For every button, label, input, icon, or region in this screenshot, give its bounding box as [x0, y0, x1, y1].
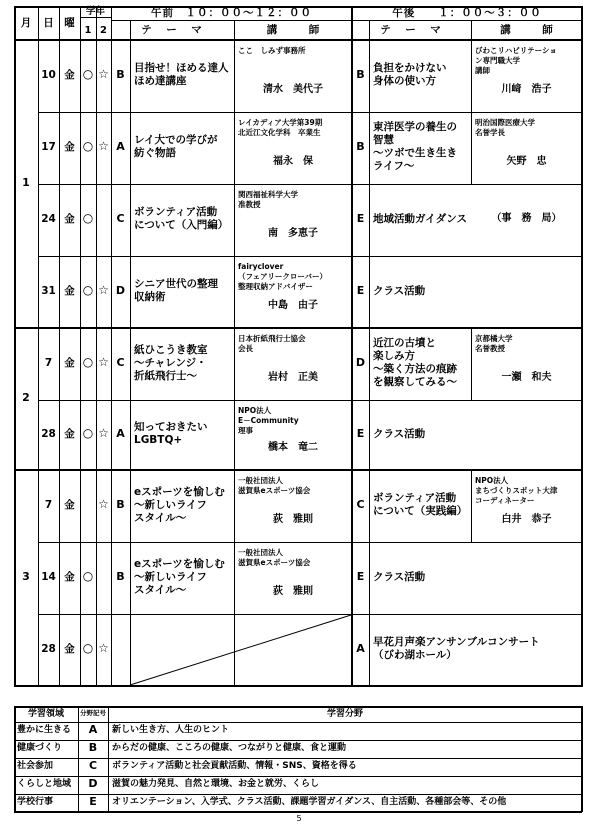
header-grade: 学年: [85, 6, 105, 17]
day-cell: 28: [41, 643, 56, 655]
am-theme-line: ボランティア活動: [134, 206, 218, 218]
month-label: 2: [22, 391, 30, 404]
header-weekday: 曜: [64, 17, 75, 29]
pm-instructor-name: 一瀬 和夫: [501, 372, 552, 383]
pm-theme-line: 早花月声楽アンサンブルコンサート: [373, 636, 540, 648]
am-theme-line: eスポーツを愉しむ: [134, 557, 225, 570]
am-field-code: A: [116, 140, 125, 153]
am-theme-line: シニア世代の整理: [134, 278, 218, 290]
am-instructor-name: 中島 由子: [268, 300, 318, 311]
legend-code: A: [88, 723, 98, 736]
grid-line: [14, 706, 582, 708]
weekday-cell: 金: [64, 643, 75, 655]
pm-field-code: E: [356, 427, 365, 440]
am-instructor-org: 理事: [238, 426, 253, 435]
am-theme-line: 紙ひこうき教室: [134, 343, 208, 356]
day-cell: 17: [41, 141, 56, 153]
am-field-code: B: [116, 68, 125, 81]
am-field-code: B: [116, 570, 125, 583]
grade1-mark: ○: [82, 283, 94, 297]
am-field-code: A: [116, 427, 125, 440]
header-grade-1: 1: [84, 25, 92, 36]
legend-header-code: 分野記号: [80, 709, 106, 717]
header-grade-2: 2: [100, 25, 107, 36]
am-instructor-org: 滋賀県eスポーツ協会: [238, 486, 311, 495]
grid-line: [14, 811, 582, 813]
pm-theme-line: 楽しみ方: [373, 350, 415, 362]
am-instructor-org: 滋賀県eスポーツ協会: [238, 558, 311, 567]
legend-code: C: [88, 759, 98, 772]
weekday-cell: 金: [64, 213, 75, 225]
month-label: 3: [22, 570, 30, 583]
weekday-cell: 金: [64, 499, 75, 511]
legend-domain: 社会参加: [17, 761, 54, 771]
grid-line: [14, 740, 582, 741]
pm-instructor-org: 名誉教授: [475, 344, 505, 353]
pm-theme-line: ～ツボで生き生き: [373, 147, 457, 159]
legend-code: D: [88, 777, 98, 790]
am-instructor-org: 日本折紙飛行士協会: [238, 334, 306, 343]
pm-field-code: E: [356, 570, 365, 583]
pm-field-code: A: [356, 642, 365, 655]
legend-header-field: 学習分野: [326, 709, 363, 719]
grade2-mark: ☆: [98, 641, 109, 655]
weekday-cell: 金: [64, 428, 75, 440]
pm-field-code: E: [356, 212, 365, 225]
day-cell: 10: [41, 69, 56, 81]
pm-instructor-name: 川﨑 浩子: [501, 84, 552, 95]
am-theme-line: ～新しいライフ: [134, 498, 207, 511]
am-instructor-org: （フェアリークローバー）: [238, 272, 327, 281]
legend-field: 滋賀の魅力発見、自然と環境、お金と就労、くらし: [112, 779, 320, 789]
legend-domain: 豊かに生きる: [17, 725, 72, 735]
pm-theme-line: を観察してみる～: [373, 376, 457, 388]
page-number: 5: [296, 814, 302, 823]
header-am-theme: テ ー マ: [141, 24, 204, 36]
pm-theme-line: （びわ湖ホール）: [373, 649, 457, 661]
grade1-mark: ○: [82, 569, 94, 583]
header-pm-theme: テ ー マ: [380, 24, 443, 36]
header-day: 日: [43, 17, 54, 29]
am-instructor-org: 准教授: [238, 200, 261, 209]
am-instructor-org: NPO法人: [238, 406, 272, 415]
am-theme-line: について（入門編）: [134, 219, 229, 231]
grade1-mark: ○: [82, 211, 94, 225]
pm-instructor-org: 明治国際医療大学: [475, 118, 535, 127]
pm-theme-line: 地域活動ガイダンス: [373, 212, 467, 225]
am-field-code: C: [116, 356, 125, 369]
legend-header-domain: 学習領域: [27, 709, 64, 719]
day-cell: 7: [44, 357, 53, 369]
pm-instructor-name: 矢野 忠: [506, 156, 547, 167]
am-instructor-name: 荻 雅則: [273, 514, 313, 525]
header-pm-instructor: 講 師: [500, 24, 553, 36]
am-theme-line: レイ大での学びが: [134, 134, 218, 146]
day-cell: 7: [44, 499, 53, 511]
am-field-code: D: [115, 284, 126, 297]
am-instructor-org: ここ しみず事務所: [238, 46, 306, 55]
legend-field: からだの健康、こころの健康、つながりと健康、食と運動: [112, 743, 347, 753]
am-theme-line: ～チャレンジ・: [134, 356, 207, 369]
am-theme-line: LGBTQ+: [134, 434, 183, 446]
legend-field: ボランティア活動と社会貢献活動、情報・SNS、資格を得る: [112, 761, 357, 771]
grade1-mark: ○: [82, 641, 94, 655]
pm-instructor-name: 白井 恭子: [501, 514, 552, 525]
am-theme-line: 目指せ！ほめる達人: [134, 62, 229, 74]
am-instructor-name: 南 多恵子: [268, 228, 318, 239]
am-instructor-org: fairyclover: [238, 262, 284, 271]
pm-instructor-org: コーディネーター: [475, 496, 535, 505]
legend-code: E: [89, 795, 97, 808]
am-instructor-org: 関西福祉科学大学: [238, 190, 298, 199]
pm-field-code: E: [356, 284, 365, 297]
grade2-mark: ☆: [98, 355, 109, 369]
weekday-cell: 金: [64, 357, 75, 369]
pm-instructor-org: びわこリハビリテーショ: [475, 46, 557, 55]
pm-instructor-org: 京都橘大学: [475, 334, 513, 343]
legend-domain: 学校行事: [17, 797, 54, 807]
day-cell: 28: [41, 428, 56, 440]
grid-line: [14, 758, 582, 759]
pm-field-code: B: [356, 140, 365, 153]
legend-domain: くらしと地域: [17, 779, 72, 789]
grade2-mark: ☆: [98, 426, 109, 440]
am-instructor-org: 会長: [238, 344, 253, 353]
grade2-mark: ☆: [98, 497, 109, 511]
am-theme-line: eスポーツを愉しむ: [134, 485, 225, 498]
grade2-mark: ☆: [98, 139, 109, 153]
pm-field-code: C: [356, 498, 365, 511]
pm-theme-line: クラス活動: [373, 284, 426, 297]
header-am-instructor: 講 師: [266, 24, 320, 36]
pm-instructor-org: 講師: [475, 66, 490, 75]
pm-field-code: D: [355, 356, 366, 369]
day-cell: 14: [41, 571, 56, 583]
pm-instructor-org: 名誉学長: [475, 128, 505, 137]
am-theme-line: 折紙飛行士～: [134, 369, 197, 382]
am-theme-line: 知っておきたい: [134, 421, 208, 433]
pm-theme-line: ～築く方法の痕跡: [373, 363, 457, 375]
am-instructor-org: 北近江文化学科 卒業生: [238, 128, 321, 137]
grid-line: [14, 722, 582, 723]
am-theme-line: スタイル～: [134, 511, 187, 524]
pm-theme-line: クラス活動: [373, 570, 426, 583]
pm-instructor-org: NPO法人: [475, 476, 509, 485]
pm-theme-line: 近江の古墳と: [373, 337, 436, 349]
am-field-code: C: [116, 212, 125, 225]
am-theme-line: ～新しいライフ: [134, 570, 207, 583]
weekday-cell: 金: [64, 571, 75, 583]
legend-field: 新しい生き方、人生のヒント: [112, 725, 230, 735]
pm-instructor-name: （事 務 局）: [491, 213, 562, 224]
weekday-cell: 金: [64, 141, 75, 153]
am-theme-line: ほめ達講座: [134, 75, 187, 87]
grade1-mark: ○: [82, 426, 94, 440]
am-instructor-org: レイカディア大学第39期: [238, 118, 323, 127]
am-instructor-name: 橋本 竜二: [268, 442, 318, 453]
am-theme-line: スタイル～: [134, 583, 187, 596]
grade1-mark: ○: [82, 139, 94, 153]
month-label: 1: [22, 176, 30, 189]
pm-theme-line: について（実践編）: [373, 505, 468, 517]
am-instructor-org: E－Community: [238, 416, 299, 425]
header-am-period: 午前 １０：００～１２：００: [151, 7, 312, 19]
pm-theme-line: 東洋医学の養生の: [373, 121, 457, 133]
am-field-code: B: [116, 498, 125, 511]
pm-theme-line: 身体の使い方: [373, 75, 436, 87]
weekday-cell: 金: [64, 285, 75, 297]
am-instructor-name: 岩村 正美: [268, 372, 318, 383]
am-instructor-name: 清水 美代子: [263, 84, 323, 95]
grade1-mark: ○: [82, 355, 94, 369]
am-theme-line: 紡ぐ物語: [134, 147, 176, 159]
weekday-cell: 金: [64, 69, 75, 81]
pm-theme-line: 負担をかけない: [373, 62, 447, 74]
grid-line: [14, 776, 582, 777]
pm-instructor-org: まちづくりスポット大津: [475, 486, 558, 495]
legend-domain: 健康づくり: [17, 743, 63, 753]
am-instructor-org: 一般社団法人: [238, 548, 283, 557]
day-cell: 31: [41, 285, 56, 297]
legend-code: B: [88, 741, 98, 754]
pm-theme-line: ボランティア活動: [373, 492, 457, 504]
grade2-mark: ☆: [98, 283, 109, 297]
am-instructor-name: 福永 保: [273, 156, 313, 167]
pm-theme-line: ライフ～: [373, 160, 415, 172]
pm-theme-line: 智慧: [373, 134, 394, 146]
grid-line: [14, 794, 582, 795]
header-pm-period: 午後 １：００～３：００: [392, 7, 542, 19]
am-instructor-org: 整理収納アドバイザー: [238, 282, 313, 291]
grade1-mark: ○: [82, 67, 94, 81]
am-theme-line: 収納術: [134, 291, 166, 303]
day-cell: 24: [41, 213, 56, 225]
pm-field-code: B: [356, 68, 365, 81]
header-month: 月: [20, 17, 32, 29]
am-instructor-org: 一般社団法人: [238, 476, 283, 485]
pm-theme-line: クラス活動: [373, 427, 426, 440]
am-instructor-name: 荻 雅則: [273, 586, 313, 597]
pm-instructor-org: ン専門職大学: [475, 56, 520, 65]
grade2-mark: ☆: [98, 67, 109, 81]
legend-field: オリエンテーション、入学式、クラス活動、課題学習ガイダンス、自主活動、各種部会等、その他: [112, 797, 507, 807]
